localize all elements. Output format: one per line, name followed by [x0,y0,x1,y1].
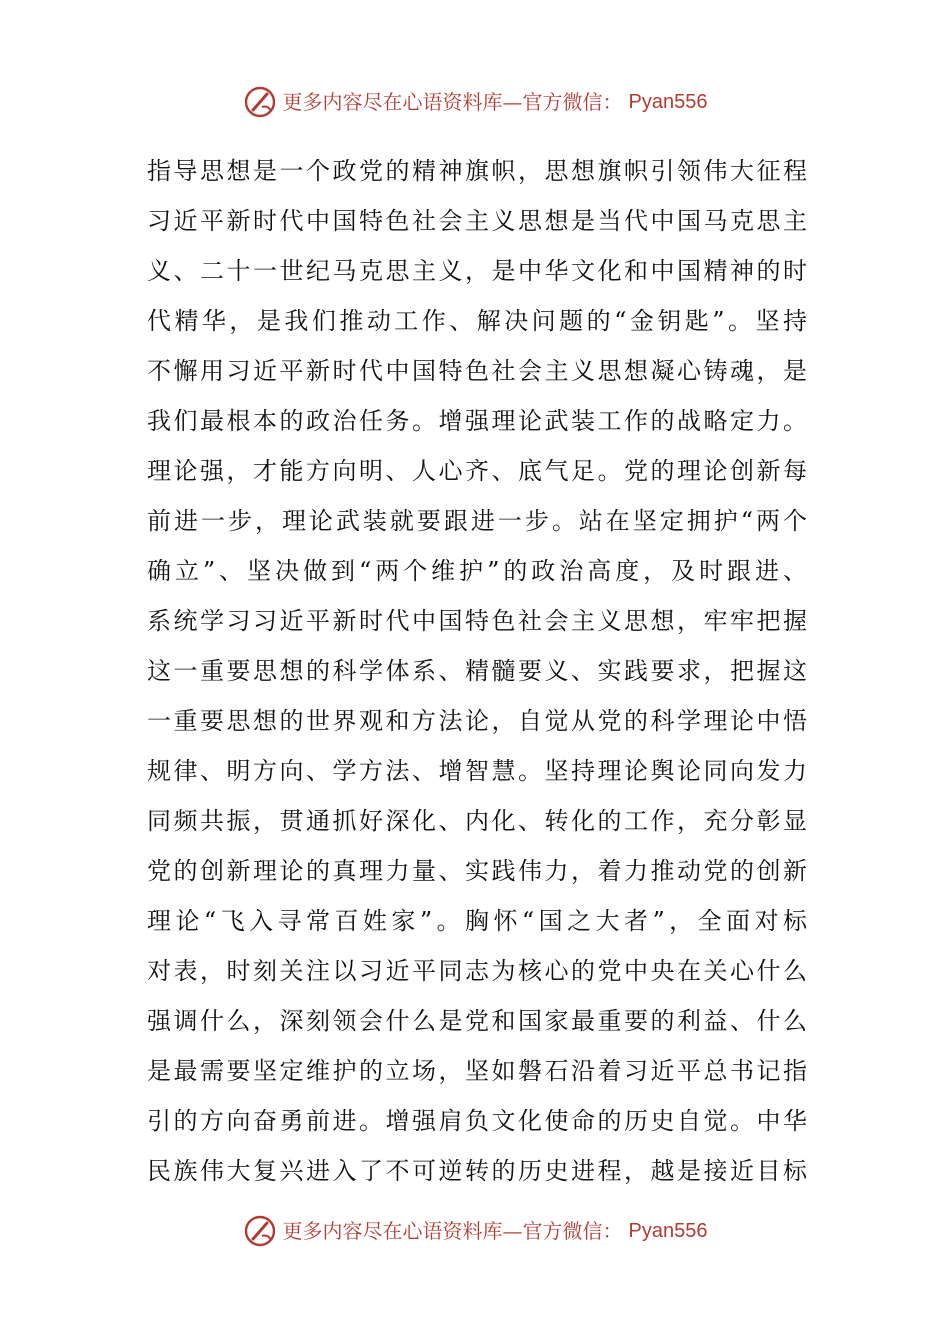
pen-circle-logo-icon [243,1214,277,1248]
header-banner [0,85,950,119]
text-line: 习近平新时代中国特色社会主义思想是当代中国马克思主 [147,207,807,235]
text-line: 对表，时刻关注以习近平同志为核心的党中央在关心什么 [147,957,807,985]
banner-text: 更多内容尽在心语资料库—官方微信： [282,90,623,114]
text-line: 引的方向奋勇前进。增强肩负文化使命的历史自觉。中华 [147,1107,807,1135]
text-line: 理论“飞入寻常百姓家”。胸怀“国之大者”，全面对标 [147,907,807,935]
footer-banner [0,1214,950,1248]
text-line: 民族伟大复兴进入了不可逆转的历史进程，越是接近目标 [147,1157,807,1185]
pen-circle-logo-icon [243,85,277,119]
text-line: 一重要思想的世界观和方法论，自觉从党的科学理论中悟 [147,707,807,735]
text-line: 我们最根本的政治任务。增强理论武装工作的战略定力。 [147,407,807,435]
text-line: 这一重要思想的科学体系、精髓要义、实践要求，把握这 [147,657,807,685]
text-line: 党的创新理论的真理力量、实践伟力，着力推动党的创新 [147,857,807,885]
wechat-id: Pyan556 [628,91,708,113]
text-line: 是最需要坚定维护的立场，坚如磐石沿着习近平总书记指 [147,1057,807,1085]
text-line: 理论强，才能方向明、人心齐、底气足。党的理论创新每 [147,457,807,485]
text-line: 同频共振，贯通抓好深化、内化、转化的工作，充分彰显 [147,807,807,835]
banner-text: 更多内容尽在心语资料库—官方微信： [282,1219,623,1243]
text-line: 规律、明方向、学方法、增智慧。坚持理论舆论同向发力 [147,757,807,785]
text-line: 确立”、坚决做到“两个维护”的政治高度，及时跟进、 [147,557,807,585]
wechat-id: Pyan556 [628,1220,708,1242]
text-line: 不懈用习近平新时代中国特色社会主义思想凝心铸魂，是 [147,357,807,385]
text-line: 义、二十一世纪马克思主义，是中华文化和中国精神的时 [147,257,807,285]
document-body [147,146,807,1196]
text-line: 代精华，是我们推动工作、解决问题的“金钥匙”。坚持 [147,307,807,335]
text-line: 指导思想是一个政党的精神旗帜，思想旗帜引领伟大征程 [147,157,807,185]
text-line: 系统学习习近平新时代中国特色社会主义思想，牢牢把握 [147,607,807,635]
text-line: 前进一步，理论武装就要跟进一步。站在坚定拥护“两个 [147,507,807,535]
text-line: 强调什么，深刻领会什么是党和国家最重要的利益、什么 [147,1007,807,1035]
